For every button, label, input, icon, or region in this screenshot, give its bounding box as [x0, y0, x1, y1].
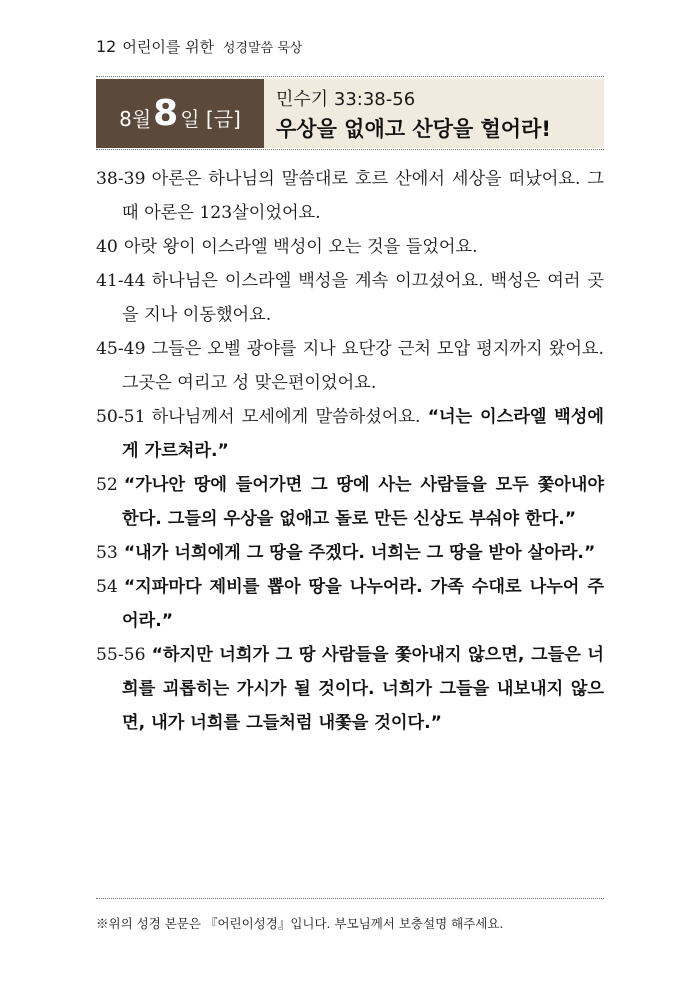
- verse-quote: “내가 너희에게 그 땅을 주겠다. 너희는 그 땅을 받아 살아라.”: [123, 543, 596, 563]
- verse: [96, 400, 604, 468]
- verse-quote: “하지만 너희가 그 땅 사람들을 쫓아내지 않으면, 그들은 너희를 괴롭히는 가시가 될 것이다. 너희가 그들을 내보내지 않으면, 내가 너희를 그들처럼 내쫓을 것이다.”: [122, 645, 604, 733]
- verse: [96, 638, 604, 740]
- verse-number: 38-39: [96, 169, 146, 189]
- date-weekday: [180, 103, 241, 132]
- verse-text: 하나님은 이스라엘 백성을 계속 이끄셨어요. 백성은 여러 곳을 지나 이동했어요.: [122, 271, 604, 325]
- passage-headline: 우상을 없애고 산당을 헐어라!: [276, 117, 551, 141]
- verse-quote: “가나안 땅에 들어가면 그 땅에 사는 사람들을 모두 쫓아내야 한다. 그들의 우상을 없애고 돌로 만든 신상도 부숴야 한다.”: [122, 475, 604, 529]
- verse-quote: “너는 이스라엘 백성에게 가르쳐라.”: [122, 407, 604, 461]
- verse-quote: “지파마다 제비를 뽑아 땅을 나누어라. 가족 수대로 나누어 주어라.”: [122, 577, 604, 631]
- verse: [96, 332, 604, 400]
- verse-number: 55-56: [96, 645, 146, 665]
- date-box: [96, 79, 264, 148]
- date-weekday-label: [금]: [205, 107, 241, 131]
- verse: [96, 162, 604, 230]
- passage-title-box: [264, 79, 604, 148]
- verse-text: 아론은 하나님의 말씀대로 호르 산에서 세상을 떠났어요. 그때 아론은 123살이었어요.: [122, 169, 604, 223]
- verse-text: 아랏 왕이 이스라엘 백성이 오는 것을 들었어요.: [123, 237, 478, 257]
- running-head: [96, 36, 302, 57]
- verse-number: 50-51: [96, 407, 146, 427]
- verse: [96, 264, 604, 332]
- verse-number: 53: [96, 543, 118, 563]
- footnote-divider: [96, 898, 604, 899]
- verse-list: [96, 162, 604, 740]
- date-day: 8: [153, 93, 179, 134]
- verse-text: 그들은 오벨 광야를 지나 요단강 근처 모압 평지까지 왔어요. 그곳은 여리고 성 맞은편이었어요.: [122, 339, 604, 393]
- book-title: 어린이를 위한: [122, 38, 215, 56]
- page-number: 12: [96, 37, 117, 56]
- date-day-suffix: 일: [180, 107, 200, 131]
- verse-text: 하나님께서 모세에게 말씀하셨어요.: [151, 407, 421, 427]
- verse: [96, 230, 604, 264]
- book-subtitle: 성경말씀 묵상: [222, 41, 303, 56]
- header-bottom-divider: [96, 149, 604, 150]
- passage-reference: 민수기 33:38-56: [276, 89, 416, 110]
- header-top-divider: [96, 76, 604, 77]
- verse: [96, 468, 604, 536]
- verse-number: 54: [96, 577, 118, 597]
- verse: [96, 536, 604, 570]
- verse: [96, 570, 604, 638]
- footnote: ※위의 성경 본문은 『어린이성경』입니다. 부모님께서 보충설명 해주세요.: [96, 916, 504, 931]
- verse-number: 40: [96, 237, 118, 257]
- verse-number: 41-44: [96, 271, 146, 291]
- date-month: 8월: [119, 107, 152, 131]
- verse-number: 45-49: [96, 339, 146, 359]
- verse-number: 52: [96, 475, 118, 495]
